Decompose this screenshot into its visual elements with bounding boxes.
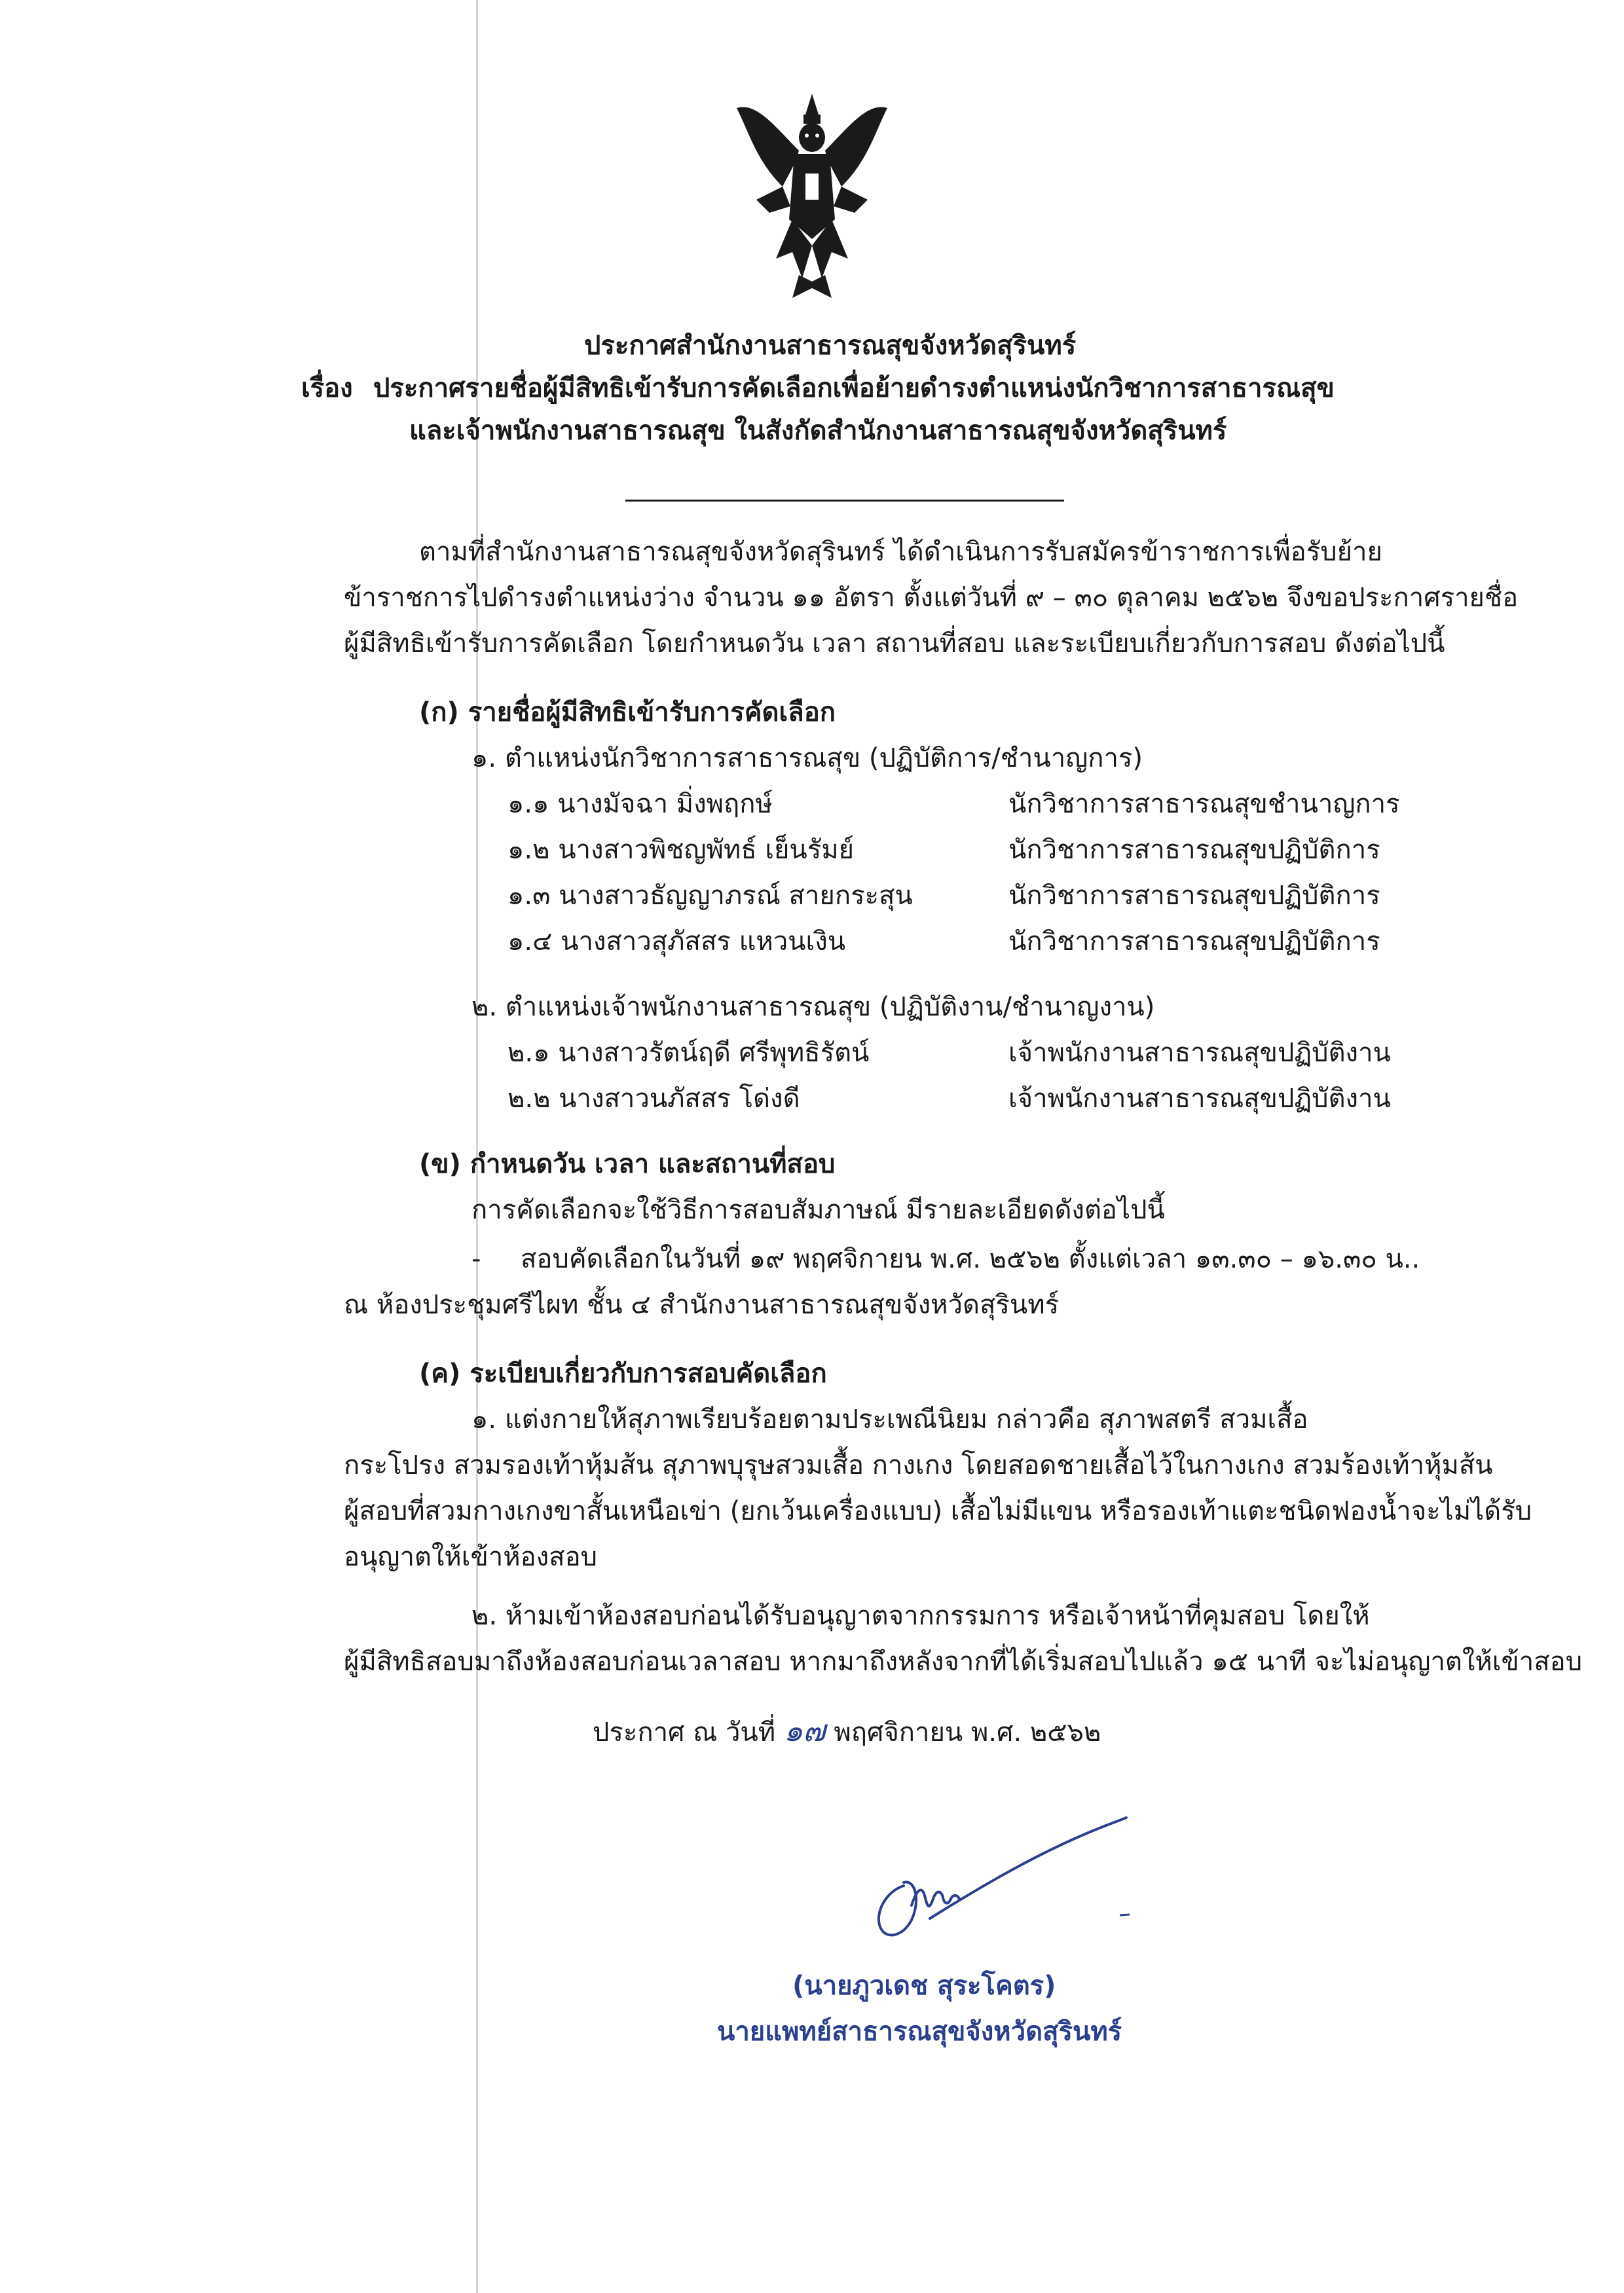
subject-line-1: ประกาศรายชื่อผู้มีสิทธิเข้ารับการคัดเลือกเพื่อย้ายดำรงตำแหน่งนักวิชาการสาธารณสุข [373,373,1335,403]
intro-line-2: ข้าราชการไปดำรงตำแหน่งว่าง จำนวน ๑๑ อัตรา ตั้งแต่วันที่ ๙ – ๓๐ ตุลาคม ๒๕๖๒ จึงขอประกาศรายชื่อ [344,583,1519,613]
rule-1-line-2: กระโปรง สวมรองเท้าหุ้มส้น สุภาพบุรุษสวมเสื้อ กางเกง โดยสอดชายเสื้อไว้ในกางเกง สวมร้องเท้าหุ้มส้น [344,1450,1493,1480]
candidate-name: ๒.๒ นางสาวนภัสสร โด่งดี [507,1084,800,1114]
rule-1-line-3: ผู้สอบที่สวมกางเกงขาสั้นเหนือเข่า (ยกเว้นเครื่องแบบ) เสื้อไม่มีแขน หรือรองเท้าแตะชนิดฟองน้ำจะไม่ได้รับ [344,1496,1532,1526]
garuda-emblem-icon [730,88,894,304]
candidate-name: ๒.๑ นางสาวรัตน์ฤดี ศรีพุทธิรัตน์ [507,1038,870,1068]
exam-venue-line: ณ ห้องประชุมศรีไผท ชั้น ๔ สำนักงานสาธารณสุขจังหวัดสุรินทร์ [344,1290,1060,1320]
group-1-heading: ๑. ตำแหน่งนักวิชาการสาธารณสุข (ปฏิบัติการ/ชำนาญการ) [471,743,1143,773]
rule-1-line-4: อนุญาตให้เข้าห้องสอบ [344,1542,598,1572]
signatory-name: (นายภูวเดช สุระโคตร) [792,1971,1056,2001]
section-b-heading: (ข) กำหนดวัน เวลา และสถานที่สอบ [419,1149,836,1179]
signatory-title: นายแพทย์สาธารณสุขจังหวัดสุรินทร์ [717,2017,1122,2047]
handwritten-day: ๑๗ [783,1713,826,1748]
exam-date-line: สอบคัดเลือกในวันที่ ๑๙ พฤศจิกายน พ.ศ. ๒๕๖๒ ตั้งแต่เวลา ๑๓.๓๐ – ๑๖.๓๐ น.. [521,1244,1420,1274]
section-a-heading: (ก) รายชื่อผู้มีสิทธิเข้ารับการคัดเลือก [419,697,836,727]
rule-1-line-1: ๑. แต่งกายให้สุภาพเรียบร้อยตามประเพณีนิยม กล่าวคือ สุภาพสตรี สวมเสื้อ [471,1404,1308,1435]
announce-date-line [593,1712,1101,1751]
candidate-name: ๑.๒ นางสาวพิชญพัทธ์ เย็นรัมย์ [507,835,855,865]
section-c-heading: (ค) ระเบียบเกี่ยวกับการสอบคัดเลือก [419,1359,827,1389]
candidate-name: ๑.๓ นางสาวธัญญาภรณ์ สายกระสุน [507,881,913,911]
candidate-position: นักวิชาการสาธารณสุขชำนาญการ [1008,789,1400,819]
candidate-position: นักวิชาการสาธารณสุขปฏิบัติการ [1008,926,1380,957]
bullet-dash: - [471,1244,481,1274]
intro-line-3: ผู้มีสิทธิเข้ารับการคัดเลือก โดยกำหนดวัน เวลา สถานที่สอบ และระเบียบเกี่ยวกับการสอบ ดังต่อไปนี้ [344,629,1445,659]
announce-prefix: ประกาศ ณ วันที่ [593,1717,776,1748]
group-2-heading: ๒. ตำแหน่งเจ้าพนักงานสาธารณสุข (ปฏิบัติงาน/ชำนาญงาน) [471,992,1155,1022]
header-divider [625,500,1064,502]
announce-suffix: พฤศจิกายน พ.ศ. ๒๕๖๒ [834,1717,1101,1748]
candidate-position: เจ้าพนักงานสาธารณสุขปฏิบัติงาน [1008,1084,1391,1114]
subject-line-2: และเจ้าพนักงานสาธารณสุข ในสังกัดสำนักงานสาธารณสุขจังหวัดสุรินทร์ [409,416,1227,446]
intro-line-1: ตามที่สำนักงานสาธารณสุขจังหวัดสุรินทร์ ได้ดำเนินการรับสมัครข้าราชการเพื่อรับย้าย [419,537,1382,567]
candidate-name: ๑.๑ นางมัจฉา มิ่งพฤกษ์ [507,789,773,819]
document-title: ประกาศสำนักงานสาธารณสุขจังหวัดสุรินทร์ [584,331,1077,361]
rule-2-line-1: ๒. ห้ามเข้าห้องสอบก่อนได้รับอนุญาตจากกรรมการ หรือเจ้าหน้าที่คุมสอบ โดยให้ [471,1601,1370,1631]
candidate-position: เจ้าพนักงานสาธารณสุขปฏิบัติงาน [1008,1038,1391,1068]
exam-method-line: การคัดเลือกจะใช้วิธีการสอบสัมภาษณ์ มีรายละเอียดดังต่อไปนี้ [471,1195,1165,1225]
candidate-position: นักวิชาการสาธารณสุขปฏิบัติการ [1008,835,1380,865]
handwritten-signature [851,1807,1153,1958]
subject-label: เรื่อง [301,373,353,403]
candidate-name: ๑.๔ นางสาวสุภัสสร แหวนเงิน [507,926,846,957]
rule-2-line-2: ผู้มีสิทธิสอบมาถึงห้องสอบก่อนเวลาสอบ หากมาถึงหลังจากที่ได้เริ่มสอบไปแล้ว ๑๕ นาที จะไม่อนุญาตให้เข้าสอบ [344,1647,1583,1677]
candidate-position: นักวิชาการสาธารณสุขปฏิบัติการ [1008,881,1380,911]
